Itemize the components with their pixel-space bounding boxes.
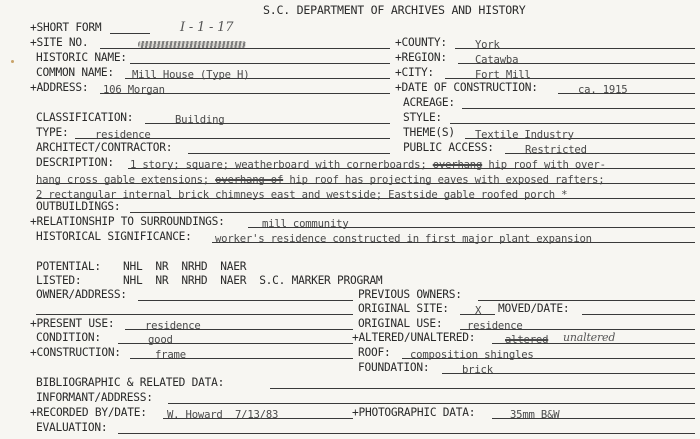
potential-options: NHL NR NRHD NAER: [123, 260, 247, 273]
previous-owners-label: PREVIOUS OWNERS:: [358, 288, 462, 301]
page-title: S.C. DEPARTMENT OF ARCHIVES AND HISTORY: [263, 3, 526, 17]
bibliographic-line: [270, 388, 695, 389]
informant-label: INFORMANT/ADDRESS:: [36, 391, 153, 404]
address-value: 106 Morgan: [103, 84, 165, 96]
themes-label: THEME(S): [403, 126, 455, 139]
recorded-value: W. Howard 7/13/83: [167, 409, 279, 421]
foundation-value: brick: [462, 364, 493, 376]
public-access-value: Restricted: [525, 144, 587, 156]
owner-address-line-2: [36, 314, 353, 315]
moved-date-line: [582, 314, 695, 315]
date-of-construction-label: +DATE OF CONSTRUCTION:: [395, 81, 538, 94]
region-value: Catawba: [475, 54, 519, 66]
description-text-1a: 1 story; square; weatherboard with cornerboards;: [130, 159, 427, 171]
site-no-label: +SITE NO.: [30, 36, 89, 49]
classification-value: Building: [175, 114, 225, 126]
description-text-2: [36, 175, 604, 186]
listed-options: NHL NR NRHD NAER S.C. MARKER PROGRAM: [123, 274, 383, 287]
description-text-2a: hang cross gable extensions;: [36, 174, 209, 186]
description-text-1b: hip roof with over-: [488, 159, 606, 171]
photographic-value: 35mm B&W: [510, 409, 560, 421]
address-label: +ADDRESS:: [30, 81, 89, 94]
county-value: York: [475, 39, 500, 51]
style-line: [450, 123, 695, 124]
outbuildings-line: [130, 212, 695, 213]
type-value: residence: [95, 129, 151, 141]
outbuildings-label: OUTBUILDINGS:: [36, 200, 121, 213]
county-label: +COUNTY:: [395, 36, 447, 49]
common-name-label: COMMON NAME:: [36, 66, 114, 79]
informant-line: [168, 403, 695, 404]
evaluation-line: [118, 433, 695, 434]
acreage-line: [462, 108, 695, 109]
region-label: +REGION:: [395, 51, 447, 64]
architect-line: [188, 153, 390, 154]
altered-label: +ALTERED/UNALTERED:: [352, 331, 476, 344]
significance-label: HISTORICAL SIGNIFICANCE:: [36, 230, 192, 243]
relationship-value: mill community: [262, 218, 349, 230]
historic-name-label: HISTORIC NAME:: [36, 51, 127, 64]
construction-value: frame: [155, 349, 186, 361]
owner-address-label: OWNER/ADDRESS:: [36, 288, 127, 301]
short-form-label: +SHORT FORM: [30, 21, 102, 34]
city-label: +CITY:: [395, 66, 434, 79]
public-access-label: PUBLIC ACCESS:: [403, 141, 494, 154]
condition-label: CONDITION:: [36, 331, 101, 344]
present-use-label: +PRESENT USE:: [30, 317, 115, 330]
evaluation-label: EVALUATION:: [36, 421, 108, 434]
style-label: STYLE:: [403, 111, 442, 124]
description-text-2b: hip roof has projecting eaves with exposed rafters;: [289, 174, 605, 186]
original-use-label: ORIGINAL USE:: [358, 317, 443, 330]
themes-value: Textile Industry: [475, 129, 574, 141]
present-use-value: residence: [145, 320, 201, 332]
date-of-construction-value: ca. 1915: [578, 84, 628, 96]
condition-value: good: [148, 334, 173, 346]
original-site-label: ORIGINAL SITE:: [358, 302, 449, 315]
common-name-value: Mill House (Type H): [132, 69, 250, 81]
relationship-label: +RELATIONSHIP TO SURROUNDINGS:: [30, 215, 225, 228]
city-value: Fort Mill: [475, 69, 531, 81]
foundation-label: FOUNDATION:: [358, 361, 430, 374]
moved-date-label: MOVED/DATE:: [498, 302, 570, 315]
owner-address-line: [138, 300, 353, 301]
previous-owners-line: [478, 300, 695, 301]
original-site-value: X: [475, 305, 482, 317]
bibliographic-label: BIBLIOGRAPHIC & RELATED DATA:: [36, 376, 225, 389]
description-struck-1: overhang: [432, 159, 483, 171]
description-label: DESCRIPTION:: [36, 156, 114, 169]
type-label: TYPE:: [36, 126, 69, 139]
description-text-1: [130, 160, 606, 171]
listed-label: LISTED:: [36, 274, 82, 287]
potential-label: POTENTIAL:: [36, 260, 101, 273]
altered-struck: altered: [505, 334, 549, 346]
significance-value: worker's residence constructed in first major plant expansion: [215, 233, 592, 245]
acreage-label: ACREAGE:: [403, 96, 455, 109]
altered-handwritten: unaltered: [563, 331, 616, 344]
site-no-line: [100, 48, 390, 49]
original-use-value: residence: [467, 320, 523, 332]
construction-label: +CONSTRUCTION:: [30, 346, 121, 359]
photographic-label: +PHOTOGRAPHIC DATA:: [352, 406, 476, 419]
paper-spot: [11, 60, 14, 63]
classification-label: CLASSIFICATION:: [36, 111, 134, 124]
scribbled-out-site-number: [138, 41, 246, 48]
description-text-3: 2 rectangular internal brick chimneys east and westside; Eastside gable roofed porch *: [36, 189, 568, 201]
short-form-line: [110, 33, 150, 34]
architect-label: ARCHITECT/CONTRACTOR:: [36, 141, 173, 154]
roof-value: composition shingles: [410, 349, 534, 361]
short-form-value: I - 1 - 17: [180, 20, 234, 35]
roof-label: ROOF:: [358, 346, 391, 359]
recorded-label: +RECORDED BY/DATE:: [30, 406, 147, 419]
description-struck-2: overhang of: [215, 174, 284, 186]
historic-name-line: [130, 63, 390, 64]
